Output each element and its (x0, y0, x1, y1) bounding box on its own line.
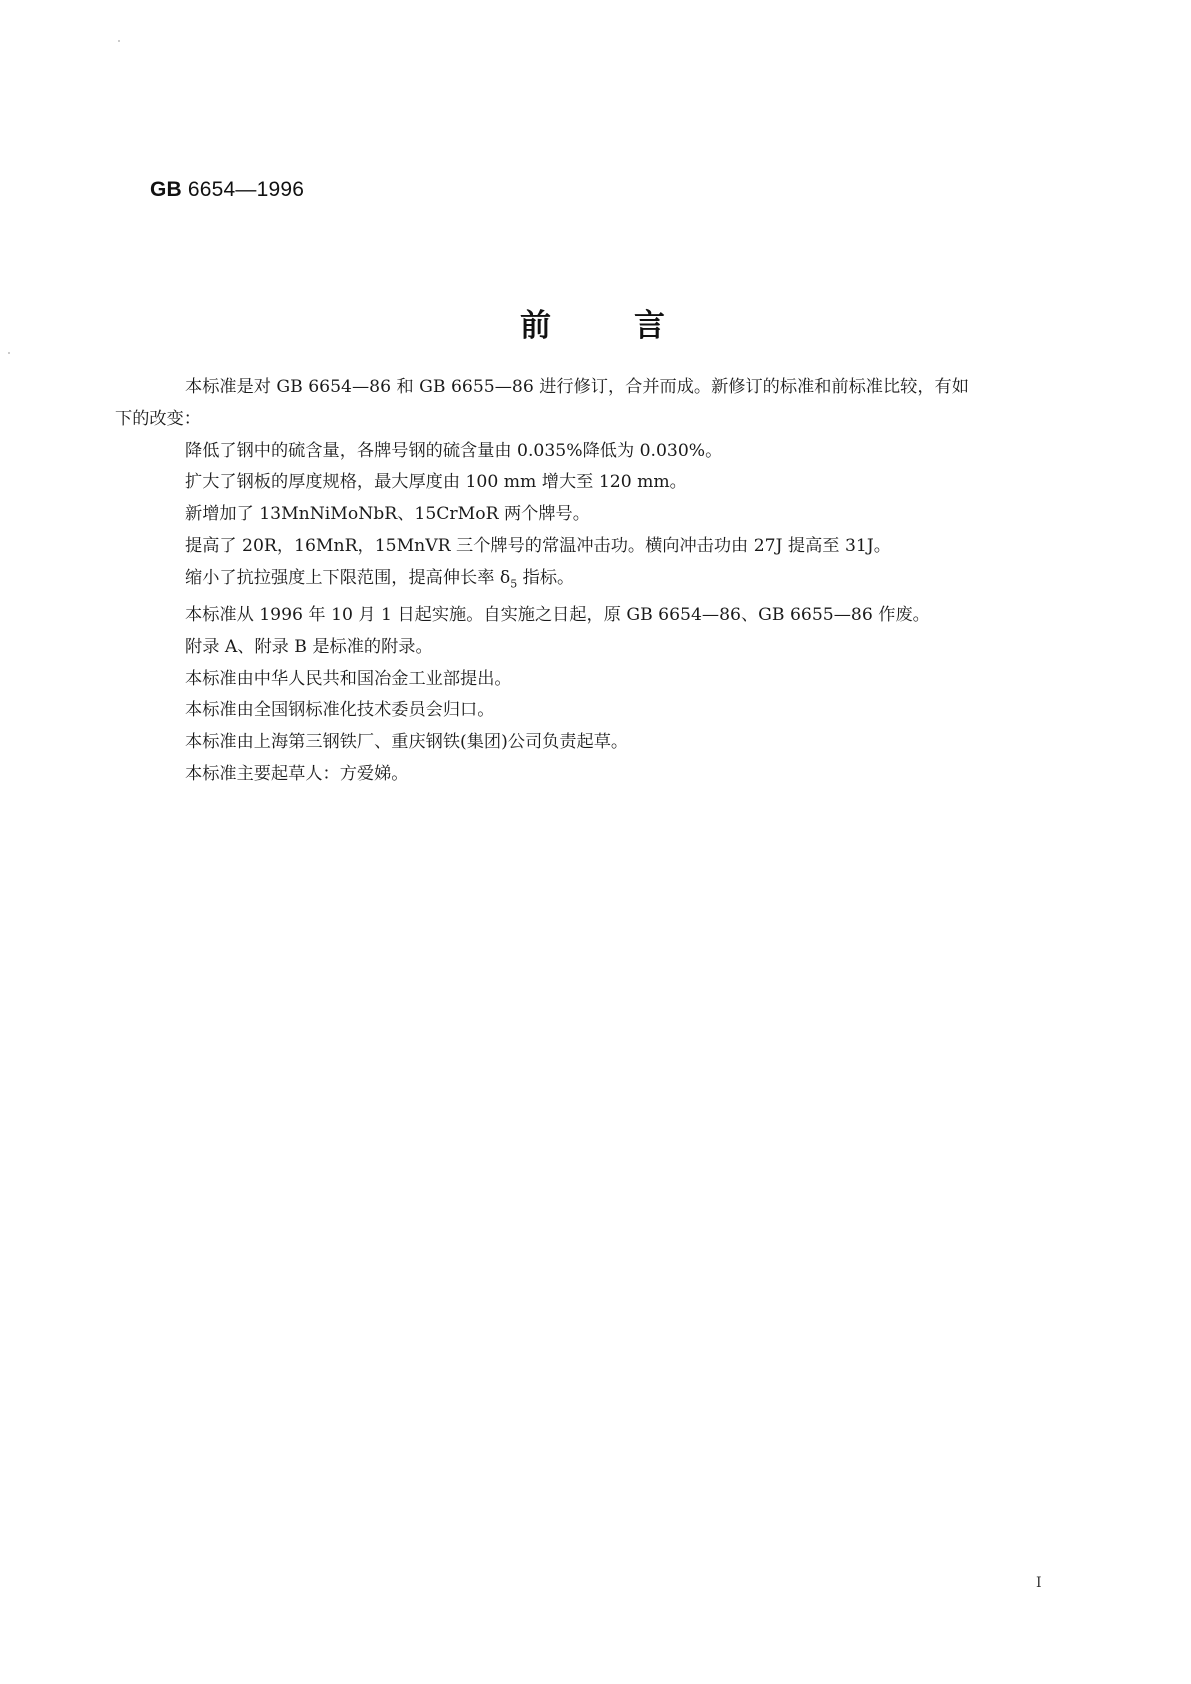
paragraph-effective-date: 本标准从 1996 年 10 月 1 日起实施。自实施之日起，原 GB 6654—86、GB 6655—86 作废。 (185, 605, 930, 626)
title-char-1: 前 (520, 308, 552, 344)
standard-code: 6654—1996 (187, 178, 305, 201)
paragraph-proposer: 本标准由中华人民共和国冶金工业部提出。 (185, 668, 512, 689)
title-char-2: 言 (634, 308, 666, 344)
standard-number (150, 178, 304, 202)
elongation-subscript: 5 (510, 577, 518, 591)
standard-prefix: GB (150, 178, 182, 201)
paragraph-intro-line-1: 本标准是对 GB 6654—86 和 GB 6655—86 进行修订，合并而成。新修订的标准和前标准比较，有如 (185, 377, 969, 397)
paragraph-intro-line-2: 下的改变： (115, 408, 201, 429)
page-title (520, 300, 720, 345)
paragraph-thickness: 扩大了钢板的厚度规格，最大厚度由 100 mm 增大至 120 mm。 (185, 472, 687, 493)
paragraph-appendix: 附录 A、附录 B 是标准的附录。 (185, 636, 433, 657)
page-number: I (1036, 1575, 1042, 1591)
paragraph-tensile (150, 563, 1080, 600)
paragraph-committee: 本标准由全国钢标准化技术委员会归口。 (185, 700, 495, 721)
paragraph-new-grades: 新增加了 13MnNiMoNbR、15CrMoR 两个牌号。 (185, 504, 590, 525)
paragraph-tensile-end: 指标。 (517, 567, 575, 588)
paragraph-sulfur: 降低了钢中的硫含量，各牌号钢的硫含量由 0.035%降低为 0.030%。 (185, 440, 723, 461)
paragraph-drafters: 本标准主要起草人：方爱娣。 (185, 764, 409, 784)
paragraph-impact: 提高了 20R，16MnR，15MnVR 三个牌号的常温冲击功。横向冲击功由 27J 提高至 31J。 (185, 535, 891, 556)
paragraph-intro (115, 372, 1080, 436)
scan-speck (8, 352, 10, 354)
scan-speck (118, 40, 120, 42)
paragraph-drafting-units: 本标准由上海第三钢铁厂、重庆钢铁(集团)公司负责起草。 (185, 732, 629, 753)
foreword-body (115, 372, 1080, 791)
paragraph-tensile-text: 缩小了抗拉强度上下限范围，提高伸长率 δ (185, 567, 511, 588)
